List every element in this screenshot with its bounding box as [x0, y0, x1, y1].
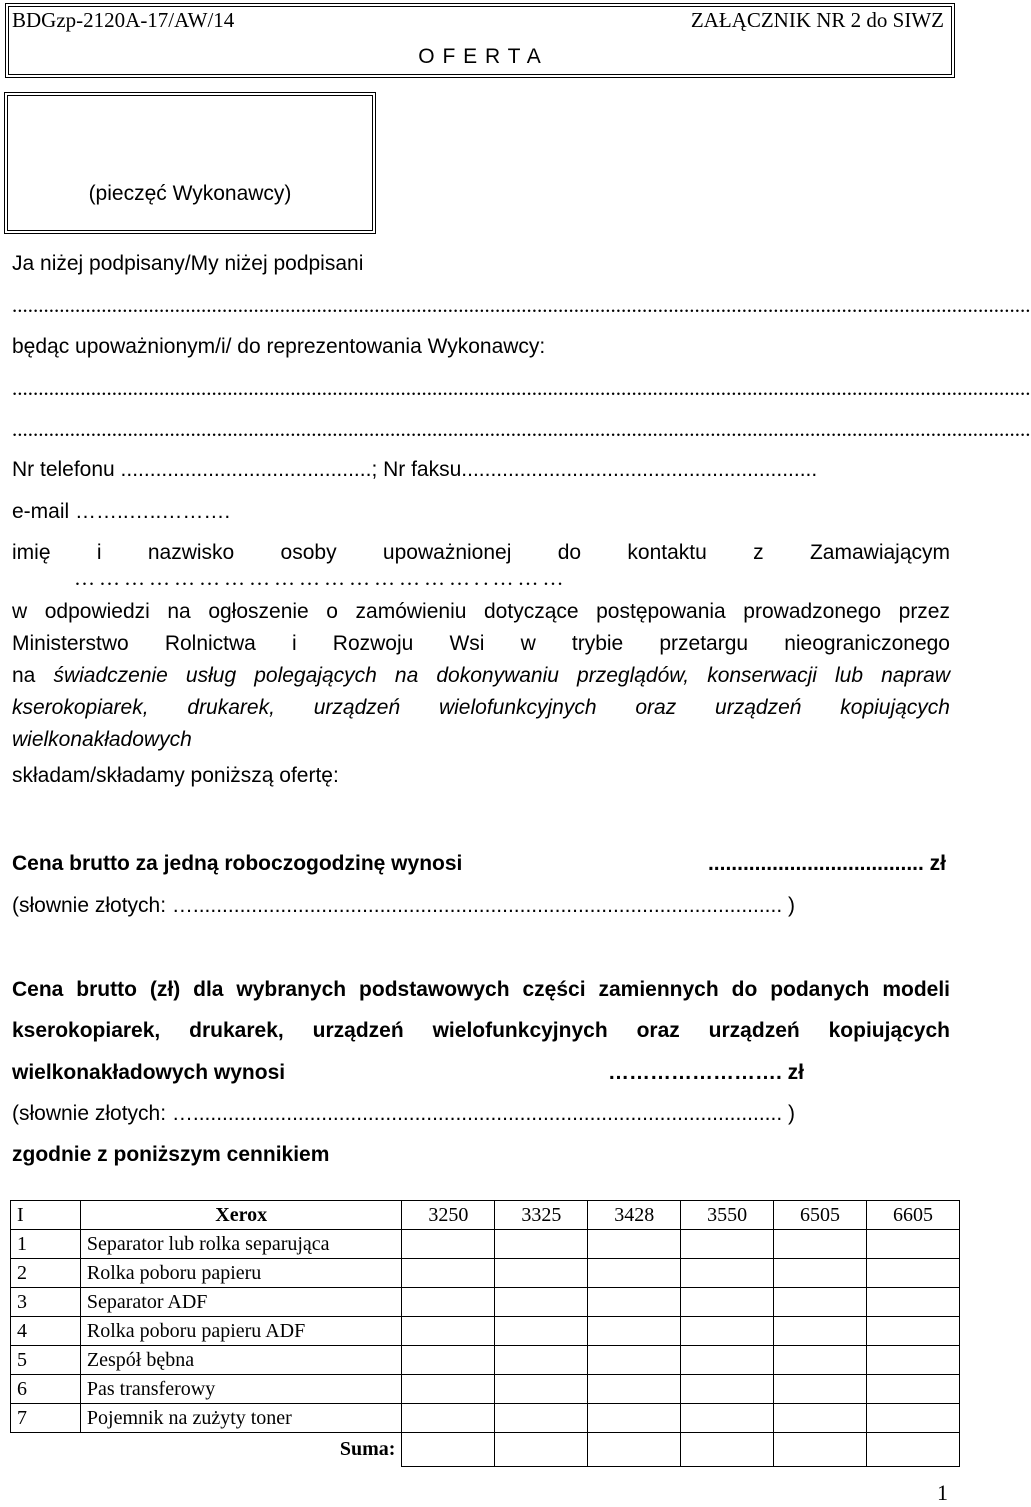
part-name: Pojemnik na zużyty toner	[80, 1404, 402, 1433]
hourly-price-label: Cena brutto za jedną roboczogodzinę wynosi	[12, 852, 463, 875]
price-cell[interactable]	[866, 1404, 959, 1433]
parts-price-line-1: Cena brutto (zł) dla wybranych podstawowych części zamiennych do podanych modeli	[12, 978, 950, 1001]
part-name: Rolka poboru papieru	[80, 1259, 402, 1288]
price-cell[interactable]	[402, 1404, 495, 1433]
authorized-line: będąc upoważnionym/i/ do reprezentowania Wykonawcy:	[12, 335, 546, 358]
price-cell[interactable]	[681, 1317, 774, 1346]
price-cell[interactable]	[495, 1288, 588, 1317]
model-header: 3428	[588, 1201, 681, 1230]
model-header: 6505	[774, 1201, 867, 1230]
model-header: 6605	[866, 1201, 959, 1230]
sum-cell[interactable]	[495, 1433, 588, 1467]
header-number: I	[11, 1201, 81, 1230]
price-cell[interactable]	[588, 1230, 681, 1259]
price-cell[interactable]	[866, 1230, 959, 1259]
page-number: 1	[937, 1480, 948, 1505]
response-line-1: w odpowiedzi na ogłoszenie o zamówieniu dotyczące postępowania prowadzonego przez	[12, 600, 950, 623]
response-line-2: Ministerstwo Rolnictwa i Rozwoju Wsi w trybie przetargu nieograniczonego	[12, 632, 950, 655]
sum-cell[interactable]	[866, 1433, 959, 1467]
response-line-3	[12, 660, 950, 692]
price-cell[interactable]	[866, 1317, 959, 1346]
table-header-row	[11, 1201, 960, 1230]
document-title: O F E R T A	[418, 45, 542, 68]
price-cell[interactable]	[402, 1317, 495, 1346]
sum-cell[interactable]	[588, 1433, 681, 1467]
row-number: 5	[11, 1346, 81, 1375]
model-header: 3325	[495, 1201, 588, 1230]
table-row	[11, 1259, 960, 1288]
row-number: 4	[11, 1317, 81, 1346]
parts-price-line-2: kserokopiarek, drukarek, urządzeń wielofunkcyjnych oraz urządzeń kopiujących	[12, 1019, 950, 1042]
response-line-3-prefix: na	[12, 664, 54, 687]
contact-person-field: …………………………………………..………	[74, 566, 568, 590]
price-cell[interactable]	[588, 1346, 681, 1375]
signatory-name-field: ..................................................................................................................................................................................................	[12, 293, 1031, 317]
price-cell[interactable]	[774, 1259, 867, 1288]
part-name: Zespół bębna	[80, 1346, 402, 1375]
contractor-field-2: ..................................................................................................................................................................................................	[12, 417, 1031, 441]
price-cell[interactable]	[588, 1288, 681, 1317]
price-cell[interactable]	[402, 1230, 495, 1259]
contact-person-line: imię i nazwisko osoby upoważnionej do kontaktu z Zamawiającym	[12, 541, 950, 564]
price-list-table	[10, 1200, 960, 1467]
sum-cell[interactable]	[402, 1433, 495, 1467]
model-header: 3250	[402, 1201, 495, 1230]
price-cell[interactable]	[774, 1230, 867, 1259]
contractor-stamp-box	[4, 92, 376, 234]
parts-price-label: wielkonakładowych wynosi	[12, 1061, 286, 1084]
price-cell[interactable]	[588, 1259, 681, 1288]
price-cell[interactable]	[588, 1375, 681, 1404]
price-cell[interactable]	[774, 1288, 867, 1317]
price-cell[interactable]	[402, 1259, 495, 1288]
table-row	[11, 1288, 960, 1317]
row-number: 2	[11, 1259, 81, 1288]
price-cell[interactable]	[681, 1288, 774, 1317]
price-list-intro: zgodnie z poniższym cennikiem	[12, 1143, 330, 1166]
price-cell[interactable]	[774, 1404, 867, 1433]
price-cell[interactable]	[681, 1404, 774, 1433]
price-cell[interactable]	[774, 1317, 867, 1346]
row-number: 7	[11, 1404, 81, 1433]
header-brand: Xerox	[80, 1201, 402, 1230]
table-row	[11, 1346, 960, 1375]
service-description: świadczenie usług polegających na dokonywaniu przeglądów, konserwacji lub napraw	[53, 664, 950, 687]
model-header: 3550	[681, 1201, 774, 1230]
signed-line: Ja niżej podpisany/My niżej podpisani	[12, 252, 364, 275]
parts-price-words: (słownie złotych: …..................................................................................................... )	[12, 1102, 795, 1125]
table-row	[11, 1375, 960, 1404]
sum-row	[11, 1433, 960, 1467]
row-number: 1	[11, 1230, 81, 1259]
attachment-label: ZAŁĄCZNIK NR 2 do SIWZ	[690, 8, 944, 32]
sum-label: Suma:	[339, 1438, 396, 1461]
sum-cell[interactable]	[774, 1433, 867, 1467]
price-cell[interactable]	[866, 1375, 959, 1404]
price-cell[interactable]	[866, 1346, 959, 1375]
price-cell[interactable]	[495, 1259, 588, 1288]
price-cell[interactable]	[866, 1259, 959, 1288]
price-cell[interactable]	[681, 1346, 774, 1375]
price-cell[interactable]	[495, 1317, 588, 1346]
price-cell[interactable]	[681, 1259, 774, 1288]
table-row	[11, 1404, 960, 1433]
hourly-price-value: ..................................... zł	[707, 852, 946, 875]
row-number: 3	[11, 1288, 81, 1317]
price-cell[interactable]	[495, 1346, 588, 1375]
document-reference: BDGzp-2120A-17/AW/14	[12, 8, 235, 32]
price-cell[interactable]	[588, 1404, 681, 1433]
response-line-4: kserokopiarek, drukarek, urządzeń wielofunkcyjnych oraz urządzeń kopiujących	[12, 696, 950, 719]
hourly-price-words: (słownie złotych: …..................................................................................................... )	[12, 894, 795, 917]
price-cell[interactable]	[774, 1346, 867, 1375]
contractor-stamp-label: (pieczęć Wykonawcy)	[88, 182, 292, 205]
price-cell[interactable]	[774, 1375, 867, 1404]
price-cell[interactable]	[402, 1346, 495, 1375]
part-name: Separator ADF	[80, 1288, 402, 1317]
contractor-field-1: ..................................................................................................................................................................................................	[12, 376, 1031, 400]
price-cell[interactable]	[588, 1317, 681, 1346]
email-line: e-mail ……..…..……….	[12, 500, 231, 523]
response-paragraph	[12, 596, 950, 756]
table-row	[11, 1230, 960, 1259]
part-name: Separator lub rolka separująca	[80, 1230, 402, 1259]
price-cell[interactable]	[681, 1230, 774, 1259]
price-cell[interactable]	[495, 1375, 588, 1404]
table-row	[11, 1317, 960, 1346]
sum-spacer	[11, 1433, 81, 1467]
price-cell[interactable]	[681, 1375, 774, 1404]
row-number: 6	[11, 1375, 81, 1404]
parts-price-value: ……………………. zł	[608, 1061, 805, 1084]
price-cell[interactable]	[495, 1230, 588, 1259]
price-cell[interactable]	[495, 1404, 588, 1433]
response-line-5: wielkonakładowych	[12, 728, 192, 751]
price-cell[interactable]	[402, 1288, 495, 1317]
phone-fax-line: Nr telefonu ...........................................; Nr faksu.............................................................	[12, 458, 818, 481]
sum-cell[interactable]	[681, 1433, 774, 1467]
price-cell[interactable]	[402, 1375, 495, 1404]
price-cell[interactable]	[866, 1288, 959, 1317]
offer-line: składam/składamy poniższą ofertę:	[12, 764, 339, 787]
part-name: Pas transferowy	[80, 1375, 402, 1404]
part-name: Rolka poboru papieru ADF	[80, 1317, 402, 1346]
